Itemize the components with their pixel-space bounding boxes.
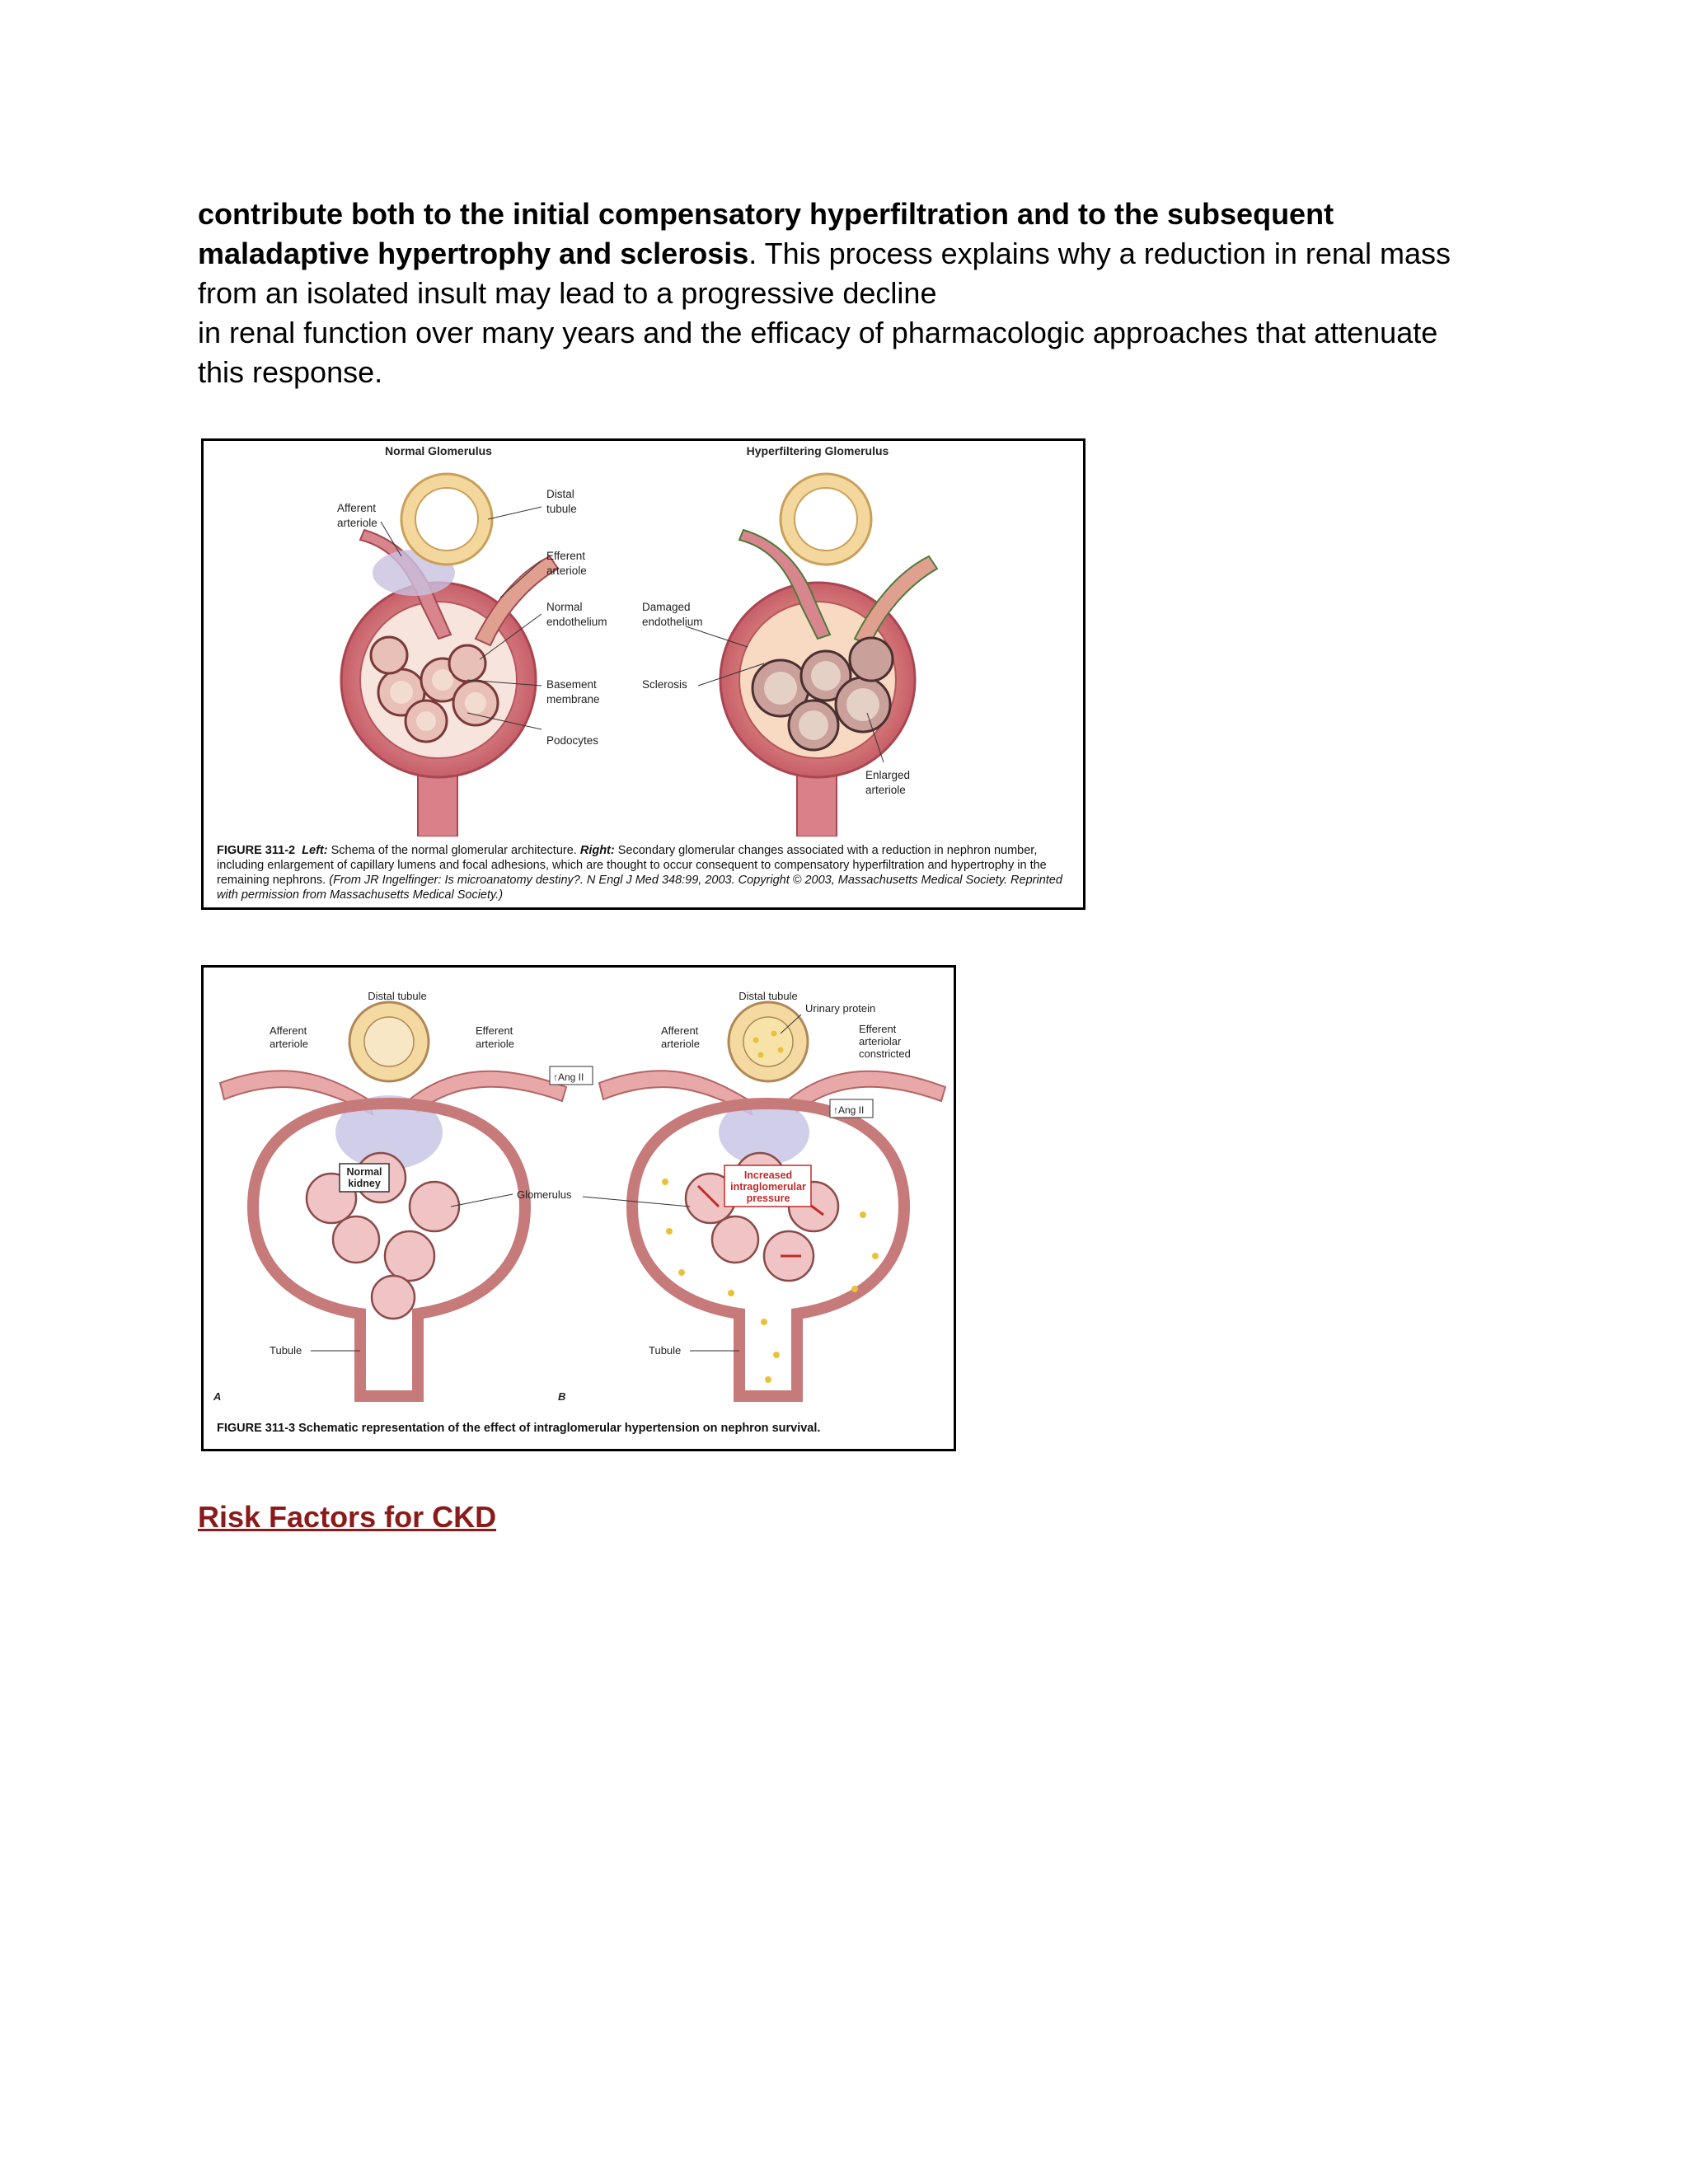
label-damaged: Damaged — [642, 601, 691, 613]
label-arteriole: arteriole — [337, 517, 377, 529]
label-kidney: kidney — [348, 1178, 381, 1189]
figure-normal-vs-hyperfiltering — [201, 438, 1085, 910]
figure-311-2-caption — [217, 843, 1074, 902]
caption-left-word: Left: — [302, 844, 328, 857]
label-tubule-b: Tubule — [649, 1344, 682, 1357]
text-line-3: from an isolated insult may lead to a progressive decline — [198, 276, 937, 310]
body-paragraph — [198, 194, 1517, 392]
caption-right-word: Right: — [579, 844, 615, 857]
glomerulus-illustration — [204, 441, 1083, 837]
label-podocytes: Podocytes — [546, 734, 599, 747]
label-normal: Normal — [346, 1166, 382, 1178]
caption-right-text: Secondary glomerular changes associated with a reduction in nephron number, including enlargement of capillary lumens and focal adhesions, which are thought to occur consequent to compensatory hyperfiltration and hypertrophy in the remaining nephrons. — [217, 844, 1047, 887]
label-enlarged: Enlarged — [865, 769, 911, 781]
label-tubule-a: Tubule — [270, 1344, 302, 1357]
nephron-illustration — [204, 968, 954, 1417]
label-arteriole-a: arteriole — [270, 1038, 308, 1050]
label-increased: Increased — [743, 1169, 793, 1181]
label-efferent: Efferent — [546, 550, 586, 562]
label-glomerulus: Glomerulus — [517, 1188, 572, 1201]
panel-label-a: A — [213, 1390, 222, 1403]
label-urinary-protein: Urinary protein — [805, 1002, 876, 1015]
label-efferent-arteriole: arteriole — [546, 565, 587, 577]
label-afferent-b: Afferent — [661, 1024, 699, 1037]
label-basement: Basement — [546, 678, 597, 691]
figure-311-3-caption: FIGURE 311-3 Schematic representation of the effect of intraglomerular hypertension on nephron survival. — [217, 1422, 821, 1435]
bold-text-2: maladaptive hypertrophy and sclerosis — [198, 237, 749, 270]
label-normal: Normal — [546, 601, 583, 613]
label-pressure: pressure — [746, 1193, 790, 1204]
section-heading-risk-factors[interactable]: Risk Factors for CKD — [198, 1500, 497, 1534]
label-sclerosis: Sclerosis — [642, 678, 687, 691]
caption-number: FIGURE 311-2 — [217, 844, 296, 857]
label-distal-tubule-b: Distal tubule — [738, 990, 798, 1002]
label-afferent: Afferent — [337, 502, 377, 514]
caption-source: (From JR Ingelfinger: Is microanatomy destiny?. N Engl J Med 348:99, 2003. Copyright © 2003, Massachusetts Medical Society. Reprinted with permission from Massachusetts Medical Society.) — [217, 874, 1062, 902]
label-arteriole-b: arteriole — [661, 1038, 700, 1050]
label-enlarged-arteriole: arteriole — [865, 784, 906, 796]
label-efferent-arteriole-a: arteriole — [476, 1038, 514, 1050]
label-constricted-b: constricted — [859, 1047, 911, 1060]
label-endothelium: endothelium — [546, 616, 607, 628]
text-line-2: . This process explains why a reduction in renal mass — [748, 237, 1451, 270]
label-arteriolar-b: arteriolar — [859, 1035, 902, 1047]
hyperfiltering-glomerulus-drawing — [720, 474, 937, 837]
panel-a-drawing — [220, 1002, 566, 1396]
panel-label-b: B — [558, 1390, 566, 1403]
text-line-4: in renal function over many years and the efficacy of pharmacologic approaches that attenuate — [198, 316, 1438, 349]
label-damaged-endothelium: endothelium — [642, 616, 703, 628]
label-intraglomerular: intraglomerular — [730, 1181, 806, 1193]
label-tubule: tubule — [546, 503, 577, 515]
label-membrane: membrane — [546, 693, 600, 705]
label-ang-ii-2: ↑Ang II — [833, 1104, 865, 1116]
label-ang-ii-1: ↑Ang II — [553, 1071, 584, 1083]
title-normal-glomerulus: Normal Glomerulus — [385, 444, 492, 457]
label-efferent-b: Efferent — [859, 1023, 897, 1035]
caption-left-text: Schema of the normal glomerular architecture. — [331, 844, 577, 857]
figure-intraglomerular-hypertension — [201, 965, 956, 1451]
label-distal: Distal — [546, 488, 574, 500]
bold-text-1: contribute both to the initial compensatory hyperfiltration and to the subsequent — [198, 197, 1334, 231]
label-afferent-a: Afferent — [270, 1024, 307, 1037]
title-hyperfiltering-glomerulus: Hyperfiltering Glomerulus — [746, 444, 889, 457]
label-distal-tubule-a: Distal tubule — [368, 990, 427, 1002]
text-line-5: this response. — [198, 355, 383, 389]
label-efferent-a: Efferent — [476, 1024, 513, 1037]
